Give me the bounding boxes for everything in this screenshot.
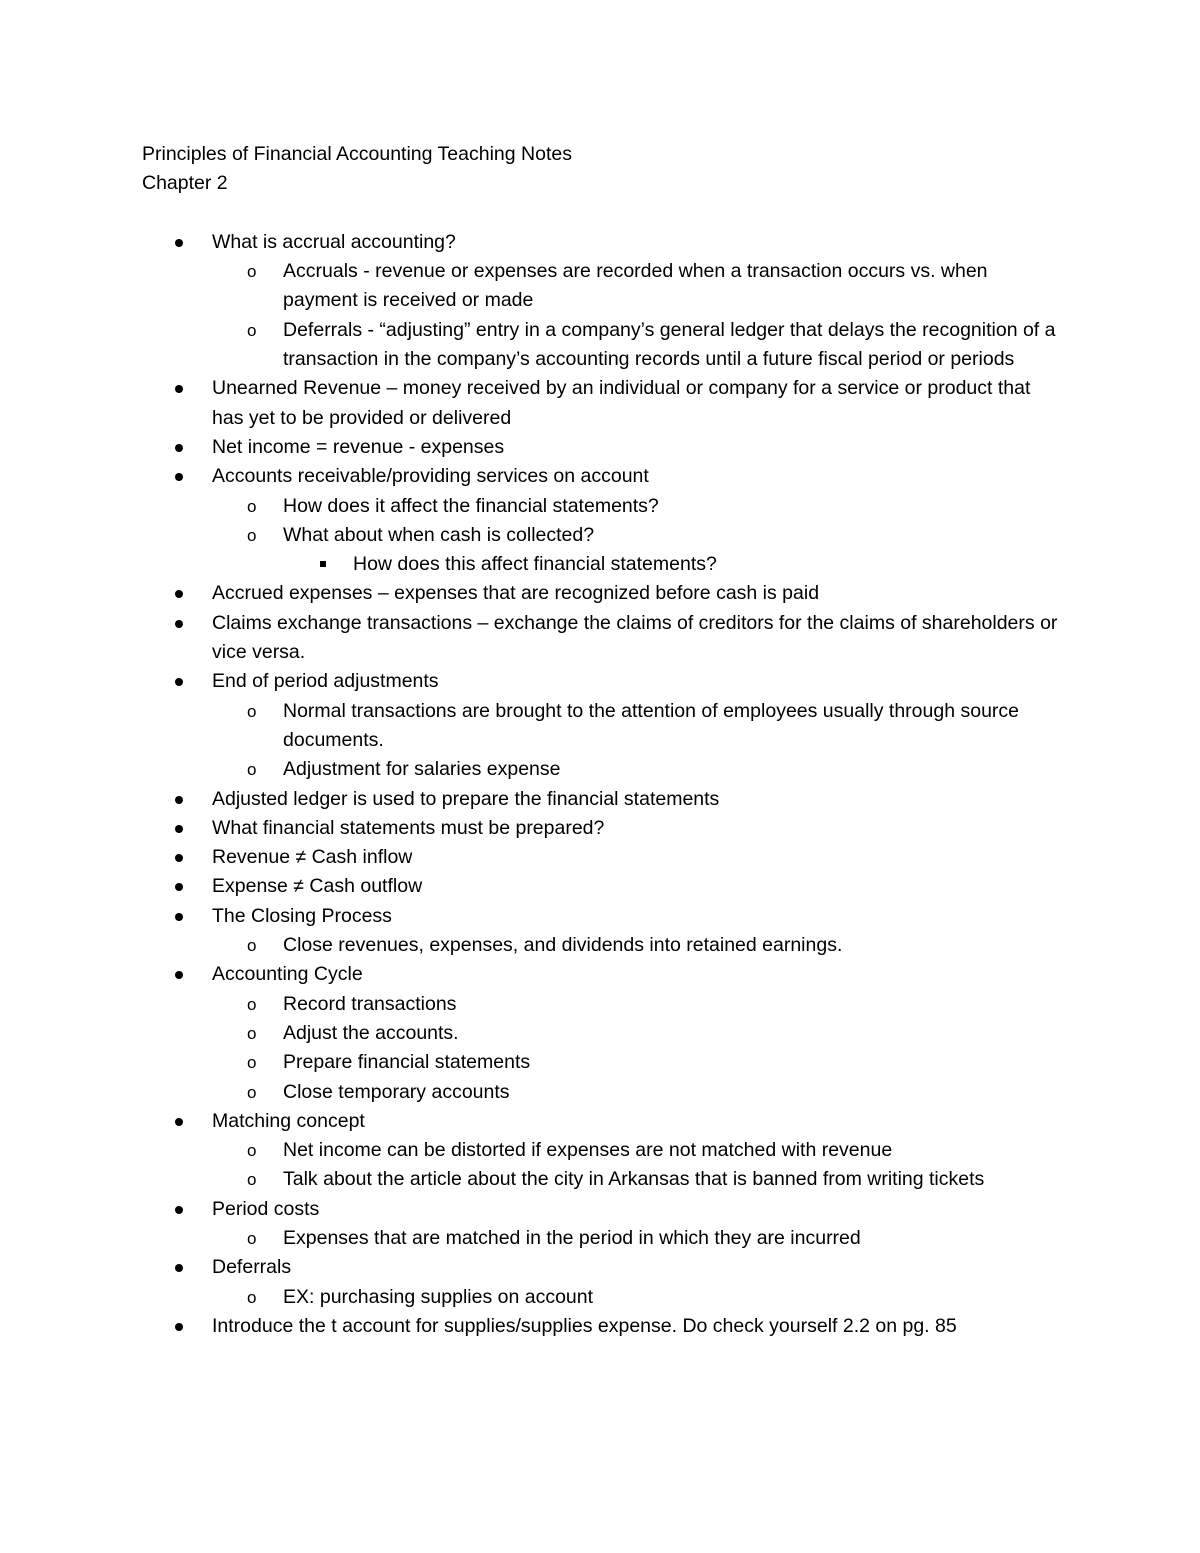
bullet-circle-icon: o (247, 701, 257, 721)
note-item-level-2 (142, 257, 1062, 316)
note-text: Accruals - revenue or expenses are recorded when a transaction occurs vs. when payment is received or made (283, 260, 988, 312)
note-text: Expenses that are matched in the period in which they are incurred (283, 1226, 861, 1249)
note-item-level-1 (142, 433, 1062, 462)
note-item-level-1 (142, 609, 1062, 668)
bullet-circle-icon: o (247, 1082, 257, 1102)
note-text: The Closing Process (212, 904, 392, 927)
note-item-level-2 (142, 1165, 1062, 1194)
note-text: Prepare financial statements (283, 1051, 531, 1074)
note-item-level-1 (142, 843, 1062, 872)
note-item-level-2 (142, 316, 1062, 375)
note-item-level-2 (142, 521, 1062, 550)
note-item-level-2 (142, 1048, 1062, 1077)
note-item-level-1 (142, 462, 1062, 491)
bullet-square-icon (320, 561, 326, 567)
note-item-level-1 (142, 579, 1062, 608)
note-text: How does this affect financial statements? (353, 553, 717, 576)
note-text: Close revenues, expenses, and dividends into retained earnings. (283, 934, 843, 957)
bullet-dot-icon (175, 473, 183, 481)
note-item-level-1 (142, 1195, 1062, 1224)
note-item-level-2 (142, 492, 1062, 521)
note-text: Talk about the article about the city in Arkansas that is banned from writing tickets (283, 1168, 985, 1191)
note-item-level-2 (142, 931, 1062, 960)
note-item-level-1 (142, 814, 1062, 843)
note-item-level-2 (142, 1283, 1062, 1312)
note-item-level-1 (142, 872, 1062, 901)
bullet-circle-icon: o (247, 760, 257, 780)
chapter-label: Chapter 2 (142, 172, 228, 195)
bullet-dot-icon (175, 1118, 183, 1126)
bullet-circle-icon: o (247, 1023, 257, 1043)
note-text: Claims exchange transactions – exchange the claims of creditors for the claims of shareholders or vice versa. (212, 611, 1058, 664)
note-text: Unearned Revenue – money received by an individual or company for a service or product that has yet to be provided or delivered (212, 377, 1031, 429)
note-text: Matching concept (212, 1109, 365, 1132)
document-content (142, 140, 1062, 1341)
note-text: Accounts receivable/providing services on account (212, 465, 649, 488)
bullet-dot-icon (175, 239, 183, 247)
note-text: Net income = revenue - expenses (212, 435, 505, 458)
bullet-dot-icon (175, 1264, 183, 1272)
note-text: Revenue ≠ Cash inflow (212, 846, 413, 869)
bullet-circle-icon: o (247, 496, 257, 516)
bullet-circle-icon: o (247, 1053, 257, 1073)
note-item-level-1 (142, 785, 1062, 814)
note-text: End of period adjustments (212, 670, 439, 693)
bullet-dot-icon (175, 385, 183, 393)
note-text: EX: purchasing supplies on account (283, 1285, 594, 1308)
bullet-circle-icon: o (247, 1141, 257, 1161)
bullet-circle-icon: o (247, 1287, 257, 1307)
note-item-level-2 (142, 1078, 1062, 1107)
note-item-level-2 (142, 1019, 1062, 1048)
note-text: Adjust the accounts. (283, 1021, 459, 1044)
blank-line (142, 199, 1062, 228)
note-text: Record transactions (283, 992, 457, 1015)
note-item-level-1 (142, 1253, 1062, 1282)
bullet-circle-icon: o (247, 994, 257, 1014)
note-text: How does it affect the financial statements? (283, 494, 659, 517)
note-item-level-2 (142, 990, 1062, 1019)
note-text: Net income can be distorted if expenses are not matched with revenue (283, 1139, 893, 1162)
note-item-level-1 (142, 1312, 1062, 1341)
bullet-circle-icon: o (247, 320, 257, 340)
note-text: Expense ≠ Cash outflow (212, 875, 423, 898)
bullet-circle-icon: o (247, 936, 257, 956)
notes-list (142, 228, 1062, 1341)
note-item-level-2 (142, 1136, 1062, 1165)
bullet-dot-icon (175, 825, 183, 833)
note-text: Normal transactions are brought to the attention of employees usually through source documents. (283, 699, 1020, 751)
note-item-level-1 (142, 902, 1062, 931)
note-item-level-2 (142, 755, 1062, 784)
bullet-dot-icon (175, 913, 183, 921)
bullet-dot-icon (175, 854, 183, 862)
note-text: Deferrals - “adjusting” entry in a company’s general ledger that delays the recognition of a transaction in the company’s accounting records until a future fiscal period or periods (283, 318, 1056, 371)
note-text: Adjustment for salaries expense (283, 758, 561, 781)
note-item-level-1 (142, 667, 1062, 696)
bullet-dot-icon (175, 1323, 183, 1331)
note-item-level-1 (142, 374, 1062, 433)
note-item-level-1 (142, 1107, 1062, 1136)
bullet-dot-icon (175, 678, 183, 686)
bullet-dot-icon (175, 883, 183, 891)
note-text: Period costs (212, 1197, 320, 1220)
bullet-circle-icon: o (247, 1170, 257, 1190)
note-item-level-1 (142, 228, 1062, 257)
note-text: What is accrual accounting? (212, 230, 456, 253)
note-item-level-1 (142, 960, 1062, 989)
document-title: Principles of Financial Accounting Teaching Notes (142, 143, 572, 165)
bullet-dot-icon (175, 620, 183, 628)
bullet-dot-icon (175, 444, 183, 452)
bullet-dot-icon (175, 796, 183, 804)
note-text: Introduce the t account for supplies/supplies expense. Do check yourself 2.2 on pg. 85 (212, 1314, 957, 1337)
note-text: What about when cash is collected? (283, 523, 595, 546)
bullet-circle-icon: o (247, 262, 257, 282)
bullet-dot-icon (175, 1206, 183, 1214)
bullet-circle-icon: o (247, 525, 257, 545)
bullet-dot-icon (175, 590, 183, 598)
note-item-level-3 (142, 550, 1062, 579)
note-text: What financial statements must be prepared? (212, 816, 605, 839)
bullet-circle-icon: o (247, 1228, 257, 1248)
note-item-level-2 (142, 697, 1062, 756)
note-text: Close temporary accounts (283, 1080, 510, 1103)
note-item-level-2 (142, 1224, 1062, 1253)
note-text: Deferrals (212, 1256, 292, 1279)
note-text: Adjusted ledger is used to prepare the financial statements (212, 787, 720, 810)
note-text: Accounting Cycle (212, 963, 363, 986)
bullet-dot-icon (175, 971, 183, 979)
note-text: Accrued expenses – expenses that are recognized before cash is paid (212, 582, 820, 605)
